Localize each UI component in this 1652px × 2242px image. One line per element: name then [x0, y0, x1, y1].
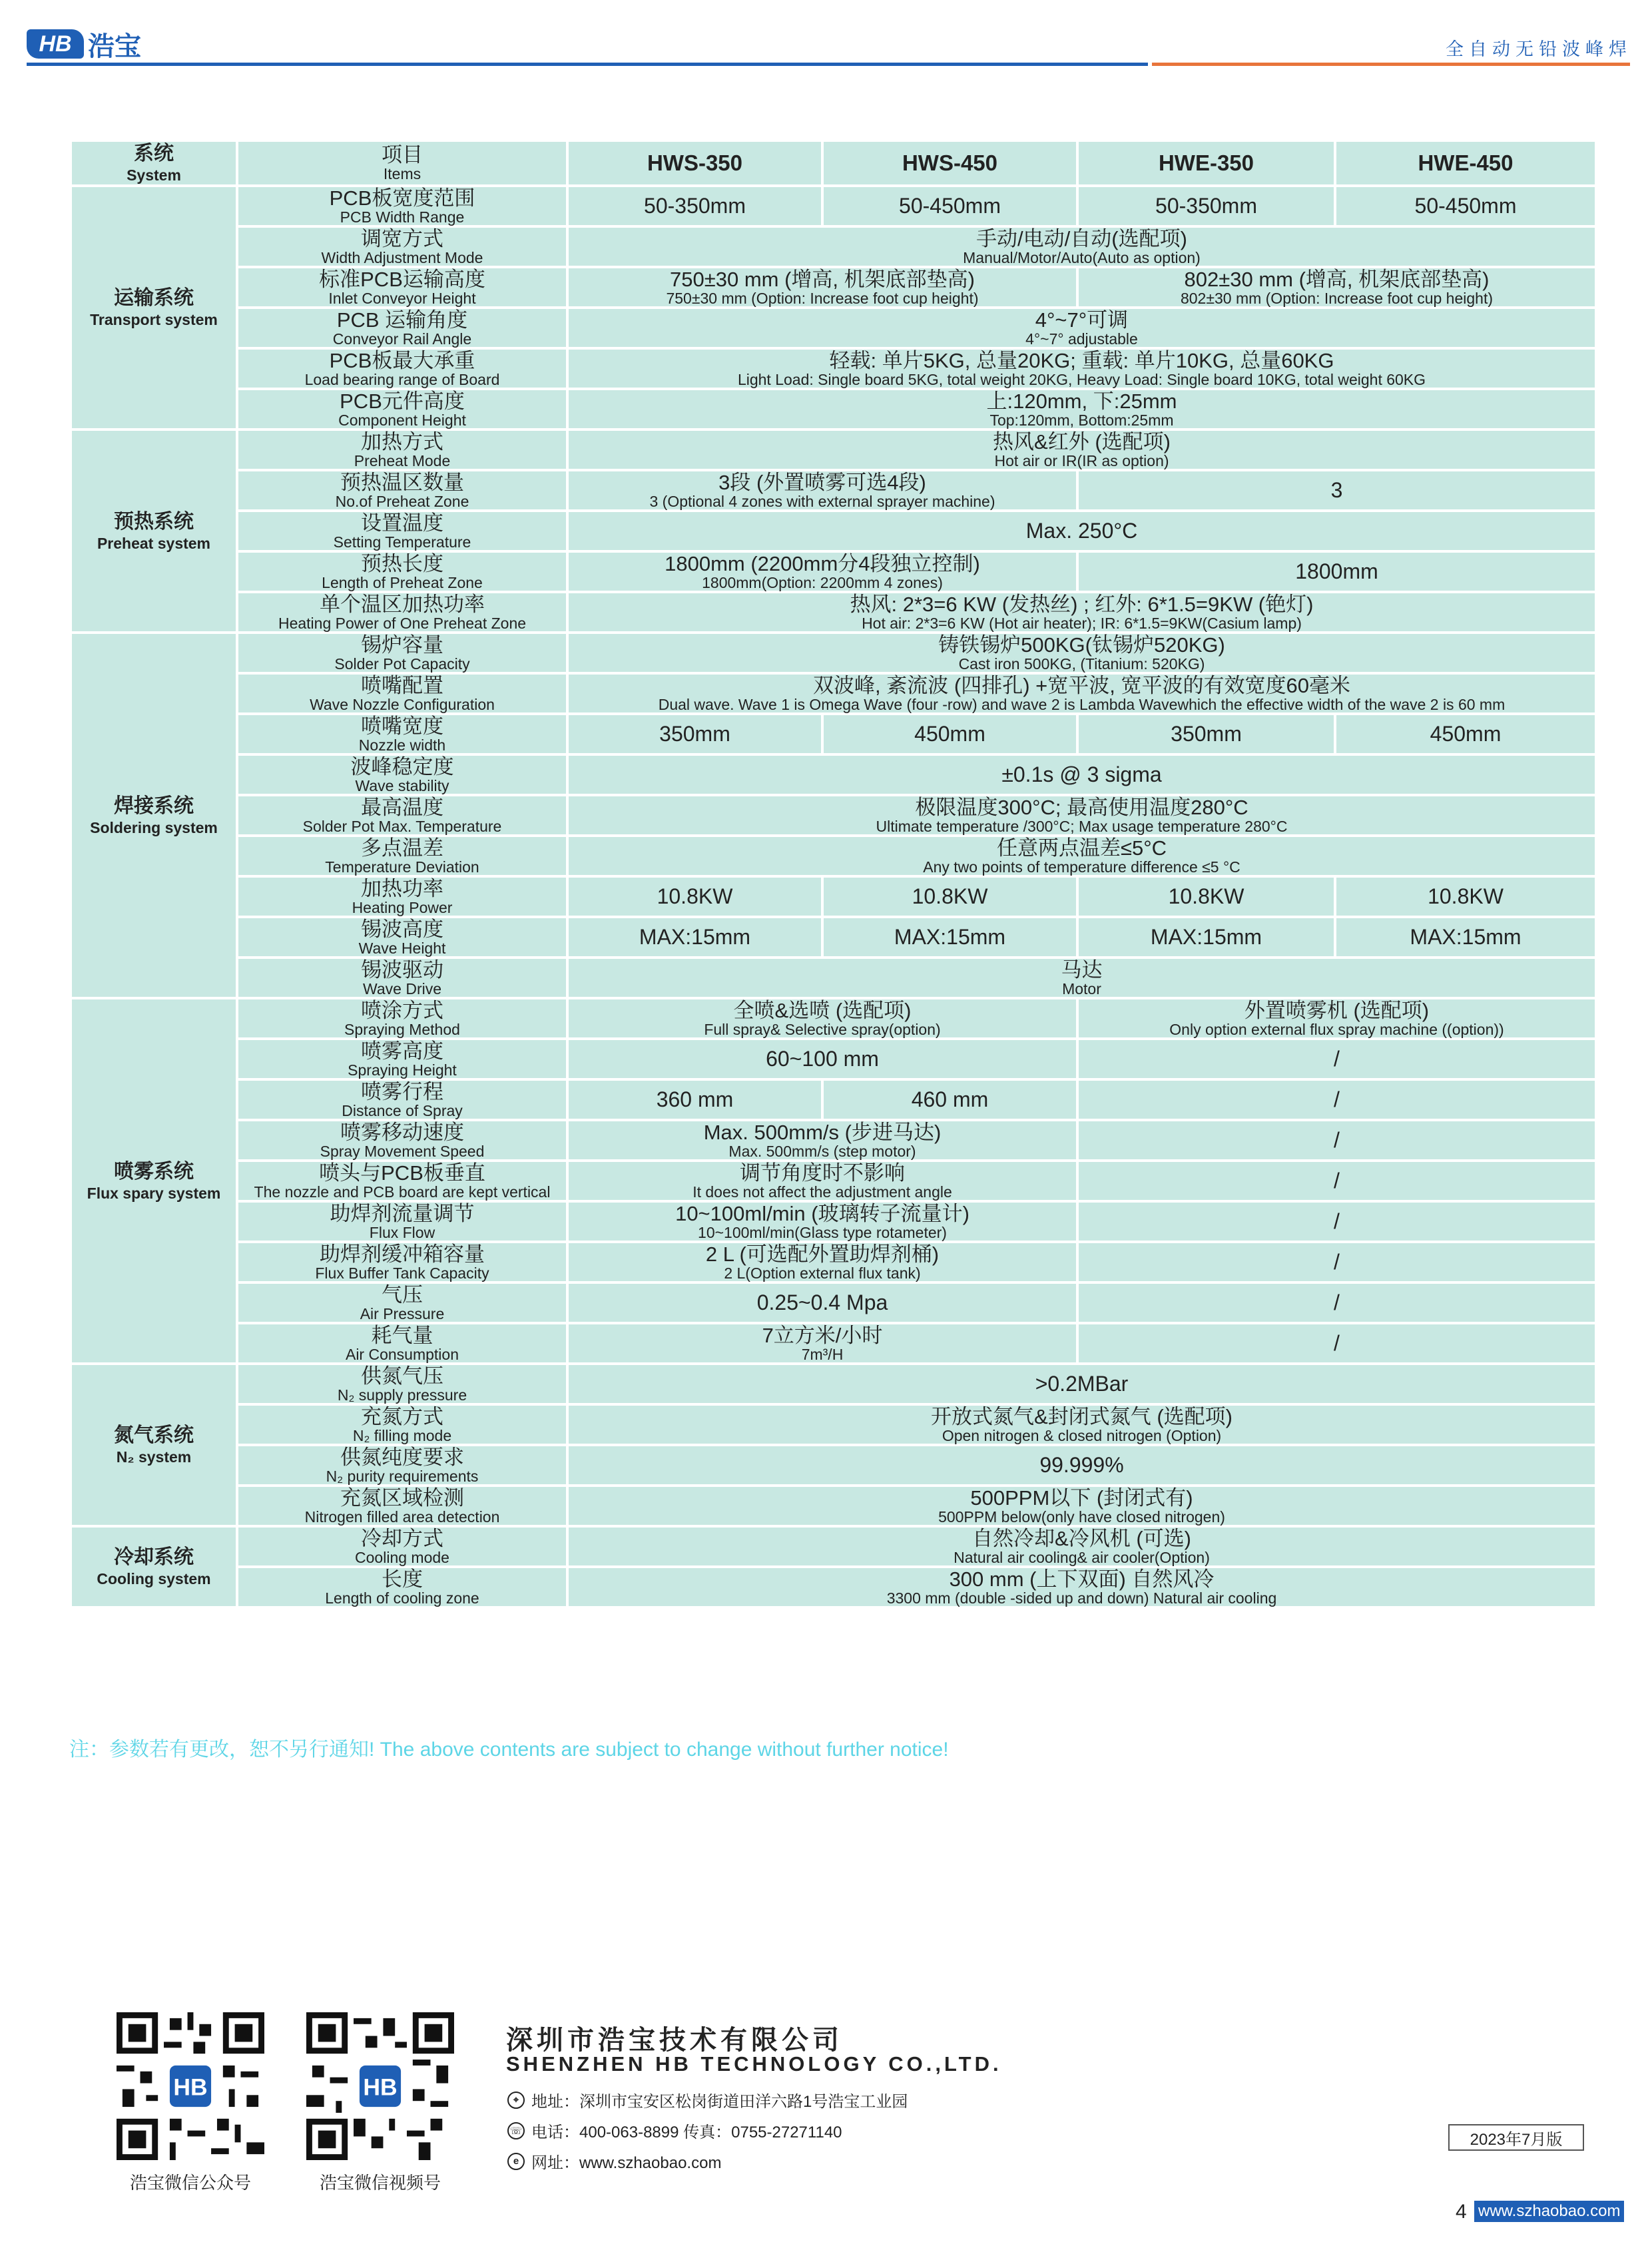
value-cell: 750±30 mm (增高, 机架底部垫高) 750±30 mm (Option: Increase foot cup height)	[567, 267, 1077, 308]
address-text: 地址：深圳市宝安区松岗街道田洋六路1号浩宝工业园	[531, 2093, 908, 2111]
value-cell: /	[1077, 1242, 1596, 1282]
company-name-en: SHENZHEN HB TECHNOLOGY CO.,LTD.	[506, 2052, 1002, 2076]
value-cell: /	[1077, 1120, 1596, 1161]
value-cell: 500PPM以下 (封闭式有) 500PPM below(only have closed nitrogen)	[567, 1486, 1596, 1526]
qr-label-video: 浩宝微信视频号	[319, 2173, 441, 2193]
value-cell: /	[1077, 1079, 1596, 1120]
hb-logo-icon: HB	[27, 29, 84, 59]
item-cell: 调宽方式 Width Adjustment Mode	[237, 226, 567, 267]
item-cell: 锡波驱动 Wave Drive	[237, 958, 567, 998]
header-model: HWS-350	[567, 140, 822, 186]
value-cell: /	[1077, 1039, 1596, 1079]
value-cell: 4°~7°可调 4°~7° adjustable	[567, 308, 1596, 348]
location-pin-icon: ⌖	[507, 2092, 525, 2109]
value-cell: 450mm	[1335, 714, 1596, 754]
item-cell: 充氮区域检测 Nitrogen filled area detection	[237, 1486, 567, 1526]
company-logo	[27, 27, 141, 61]
item-cell: 锡波高度 Wave Height	[237, 917, 567, 958]
value-cell: MAX:15mm	[567, 917, 822, 958]
item-cell: 气压 Air Pressure	[237, 1282, 567, 1323]
value-cell: 调节角度时不影响 It does not affect the adjustment angle	[567, 1161, 1077, 1201]
system-cell-flux: 喷雾系统 Flux spary system	[71, 998, 237, 1364]
value-cell: 轻载: 单片5KG, 总量20KG; 重载: 单片10KG, 总量60KG Light Load: Single board 5KG, total weight 20KG, Heavy Load: Single board 10KG, total weight 60KG	[567, 348, 1596, 389]
table-row	[71, 1445, 1596, 1486]
value-cell: 2 L (可选配外置助焊剂桶) 2 L(Option external flux tank)	[567, 1242, 1077, 1282]
value-cell: 350mm	[567, 714, 822, 754]
value-cell: /	[1077, 1282, 1596, 1323]
value-cell: >0.2MBar	[567, 1364, 1596, 1404]
address-line	[507, 2088, 908, 2111]
website-line	[507, 2149, 721, 2173]
value-cell: 50-450mm	[822, 186, 1077, 226]
page-footer	[0, 1998, 1652, 2242]
value-cell: 全喷&选喷 (选配项) Full spray& Selective spray(option)	[567, 998, 1077, 1039]
item-cell: 喷嘴配置 Wave Nozzle Configuration	[237, 673, 567, 714]
footer-url[interactable]: www.szhaobao.com	[1474, 2201, 1624, 2222]
table-row	[71, 1526, 1596, 1567]
value-cell: MAX:15mm	[1335, 917, 1596, 958]
value-cell: 3	[1077, 470, 1596, 511]
item-cell: 喷头与PCB板垂直 The nozzle and PCB board are kept vertical	[237, 1161, 567, 1201]
qr-code-icon	[117, 2012, 264, 2160]
table-row	[71, 348, 1596, 389]
phone-icon: ☏	[507, 2122, 525, 2139]
value-cell: 60~100 mm	[567, 1039, 1077, 1079]
table-row	[71, 1201, 1596, 1242]
brand-name: 浩宝	[88, 31, 141, 61]
table-row	[71, 917, 1596, 958]
item-cell: 供氮纯度要求 N₂ purity requirements	[237, 1445, 567, 1486]
table-row	[71, 754, 1596, 795]
phone-text: 电话：400-063-8899 传真：0755-27271140	[531, 2123, 842, 2141]
item-cell: 设置温度 Setting Temperature	[237, 511, 567, 551]
item-cell: 波峰稳定度 Wave stability	[237, 754, 567, 795]
value-cell: 10.8KW	[822, 876, 1077, 917]
item-cell: 标准PCB运输高度 Inlet Conveyor Height	[237, 267, 567, 308]
value-cell: 任意两点温差≤5°C Any two points of temperature difference ≤5 °C	[567, 836, 1596, 876]
value-cell: 10.8KW	[1077, 876, 1335, 917]
value-cell: ±0.1s @ 3 sigma	[567, 754, 1596, 795]
qr-code-icon	[306, 2012, 454, 2160]
system-cell-n2: 氮气系统 N₂ system	[71, 1364, 237, 1526]
value-cell: 99.999%	[567, 1445, 1596, 1486]
item-cell: PCB板宽度范围 PCB Width Range	[237, 186, 567, 226]
value-cell: 802±30 mm (增高, 机架底部垫高) 802±30 mm (Option: Increase foot cup height)	[1077, 267, 1596, 308]
table-row	[71, 673, 1596, 714]
item-cell: PCB元件高度 Component Height	[237, 389, 567, 429]
value-cell: 300 mm (上下双面) 自然风冷 3300 mm (double -sided up and down) Natural air cooling	[567, 1567, 1596, 1607]
value-cell: 50-450mm	[1335, 186, 1596, 226]
item-cell: 冷却方式 Cooling mode	[237, 1526, 567, 1567]
table-row	[71, 876, 1596, 917]
value-cell: 50-350mm	[567, 186, 822, 226]
header-divider-blue	[27, 63, 1148, 66]
item-cell: 喷雾高度 Spraying Height	[237, 1039, 567, 1079]
table-row	[71, 1364, 1596, 1404]
table-row	[71, 1486, 1596, 1526]
item-cell: 加热方式 Preheat Mode	[237, 429, 567, 470]
item-cell: 多点温差 Temperature Deviation	[237, 836, 567, 876]
item-cell: 最高温度 Solder Pot Max. Temperature	[237, 795, 567, 836]
value-cell: 开放式氮气&封闭式氮气 (选配项) Open nitrogen & closed nitrogen (Option)	[567, 1404, 1596, 1445]
table-row	[71, 308, 1596, 348]
table-row	[71, 795, 1596, 836]
table-row	[71, 714, 1596, 754]
table-row	[71, 429, 1596, 470]
item-cell: 助焊剂缓冲箱容量 Flux Buffer Tank Capacity	[237, 1242, 567, 1282]
value-cell: MAX:15mm	[1077, 917, 1335, 958]
value-cell: 10~100ml/min (玻璃转子流量计) 10~100ml/min(Glass type rotameter)	[567, 1201, 1077, 1242]
table-row	[71, 1323, 1596, 1364]
value-cell: 1800mm (2200mm分4段独立控制) 1800mm(Option: 2200mm 4 zones)	[567, 551, 1077, 592]
header-model: HWE-350	[1077, 140, 1335, 186]
notice-text: 注：参数若有更改，恕不另行通知! The above contents are subject to change without further notice!	[69, 1739, 949, 1761]
table-row	[71, 551, 1596, 592]
header-title: 全自动无铅波峰焊	[1446, 39, 1632, 59]
header-system: 系统 System	[71, 140, 237, 186]
svg-text:HB: HB	[363, 2074, 398, 2101]
table-row	[71, 1404, 1596, 1445]
value-cell: 手动/电动/自动(选配项) Manual/Motor/Auto(Auto as option)	[567, 226, 1596, 267]
value-cell: 7立方米/小时 7m³/H	[567, 1323, 1077, 1364]
table-row	[71, 1242, 1596, 1282]
phone-line	[507, 2119, 842, 2142]
table-row	[71, 470, 1596, 511]
item-cell: 耗气量 Air Consumption	[237, 1323, 567, 1364]
table-row	[71, 267, 1596, 308]
item-cell: 喷嘴宽度 Nozzle width	[237, 714, 567, 754]
value-cell: 热风&红外 (选配项) Hot air or IR(IR as option)	[567, 429, 1596, 470]
system-cell-transport: 运输系统 Transport system	[71, 186, 237, 429]
value-cell: 460 mm	[822, 1079, 1077, 1120]
edition-badge: 2023年7月版	[1448, 2124, 1584, 2151]
value-cell: 马达 Motor	[567, 958, 1596, 998]
table-row	[71, 389, 1596, 429]
svg-text:HB: HB	[173, 2074, 208, 2101]
system-cell-cooling: 冷却系统 Cooling system	[71, 1526, 237, 1607]
qr-label-official: 浩宝微信公众号	[129, 2173, 251, 2193]
value-cell: 10.8KW	[567, 876, 822, 917]
item-cell: 助焊剂流量调节 Flux Flow	[237, 1201, 567, 1242]
value-cell: 0.25~0.4 Mpa	[567, 1282, 1077, 1323]
value-cell: 360 mm	[567, 1079, 822, 1120]
table-row	[71, 836, 1596, 876]
item-cell: 供氮气压 N₂ supply pressure	[237, 1364, 567, 1404]
system-cell-preheat: 预热系统 Preheat system	[71, 429, 237, 633]
table-row	[71, 592, 1596, 633]
item-cell: PCB板最大承重 Load bearing range of Board	[237, 348, 567, 389]
value-cell: /	[1077, 1161, 1596, 1201]
table-row	[71, 1282, 1596, 1323]
table-row	[71, 633, 1596, 673]
item-cell: 锡炉容量 Solder Pot Capacity	[237, 633, 567, 673]
table-header-row	[71, 140, 1596, 186]
item-cell: 预热长度 Length of Preheat Zone	[237, 551, 567, 592]
value-cell: /	[1077, 1201, 1596, 1242]
page-header	[0, 0, 1652, 73]
value-cell: 1800mm	[1077, 551, 1596, 592]
header-items: 项目 Items	[237, 140, 567, 186]
value-cell: Max. 500mm/s (步进马达) Max. 500mm/s (step motor)	[567, 1120, 1077, 1161]
table-row	[71, 1120, 1596, 1161]
value-cell: 3段 (外置喷雾可选4段) 3 (Optional 4 zones with external sprayer machine)	[567, 470, 1077, 511]
spec-table	[69, 139, 1597, 1609]
table-row	[71, 1161, 1596, 1201]
website-text: 网址：www.szhaobao.com	[531, 2154, 722, 2172]
table-row	[71, 1567, 1596, 1607]
value-cell: Max. 250°C	[567, 511, 1596, 551]
item-cell: 单个温区加热功率 Heating Power of One Preheat Zone	[237, 592, 567, 633]
item-cell: 喷雾移动速度 Spray Movement Speed	[237, 1120, 567, 1161]
value-cell: 热风: 2*3=6 KW (发热丝) ; 红外: 6*1.5=9KW (铯灯) Hot air: 2*3=6 KW (Hot air heater); IR: 6*1.5=9KW(Casium lamp)	[567, 592, 1596, 633]
item-cell: 充氮方式 N₂ filling mode	[237, 1404, 567, 1445]
item-cell: PCB 运输角度 Conveyor Rail Angle	[237, 308, 567, 348]
header-divider-orange	[1152, 63, 1630, 66]
value-cell: 上:120mm, 下:25mm Top:120mm, Bottom:25mm	[567, 389, 1596, 429]
value-cell: 铸铁锡炉500KG(钛锡炉520KG) Cast iron 500KG, (Titanium: 520KG)	[567, 633, 1596, 673]
value-cell: 10.8KW	[1335, 876, 1596, 917]
header-model: HWS-450	[822, 140, 1077, 186]
value-cell: 自然冷却&冷风机 (可选) Natural air cooling& air cooler(Option)	[567, 1526, 1596, 1567]
table-row	[71, 511, 1596, 551]
value-cell: 双波峰, 紊流波 (四排孔) +宽平波, 宽平波的有效宽度60毫米 Dual wave. Wave 1 is Omega Wave (four -row) and wave 2 is Lambda Wavewhich the effective width of the wave 2 is 60 mm	[567, 673, 1596, 714]
web-icon: e	[507, 2153, 525, 2170]
table-row	[71, 1039, 1596, 1079]
company-name-cn: 深圳市浩宝技术有限公司	[506, 2026, 843, 2055]
value-cell: /	[1077, 1323, 1596, 1364]
value-cell: 350mm	[1077, 714, 1335, 754]
value-cell: MAX:15mm	[822, 917, 1077, 958]
page-number: 4	[1456, 2201, 1467, 2223]
item-cell: 长度 Length of cooling zone	[237, 1567, 567, 1607]
item-cell: 喷雾行程 Distance of Spray	[237, 1079, 567, 1120]
system-cell-soldering: 焊接系统 Soldering system	[71, 633, 237, 998]
item-cell: 喷涂方式 Spraying Method	[237, 998, 567, 1039]
table-row	[71, 958, 1596, 998]
value-cell: 450mm	[822, 714, 1077, 754]
table-row	[71, 186, 1596, 226]
item-cell: 加热功率 Heating Power	[237, 876, 567, 917]
table-row	[71, 226, 1596, 267]
header-model: HWE-450	[1335, 140, 1596, 186]
table-row	[71, 998, 1596, 1039]
table-row	[71, 1079, 1596, 1120]
value-cell: 极限温度300°C; 最高使用温度280°C Ultimate temperature /300°C; Max usage temperature 280°C	[567, 795, 1596, 836]
value-cell: 50-350mm	[1077, 186, 1335, 226]
item-cell: 预热温区数量 No.of Preheat Zone	[237, 470, 567, 511]
value-cell: 外置喷雾机 (选配项) Only option external flux spray machine ((option))	[1077, 998, 1596, 1039]
